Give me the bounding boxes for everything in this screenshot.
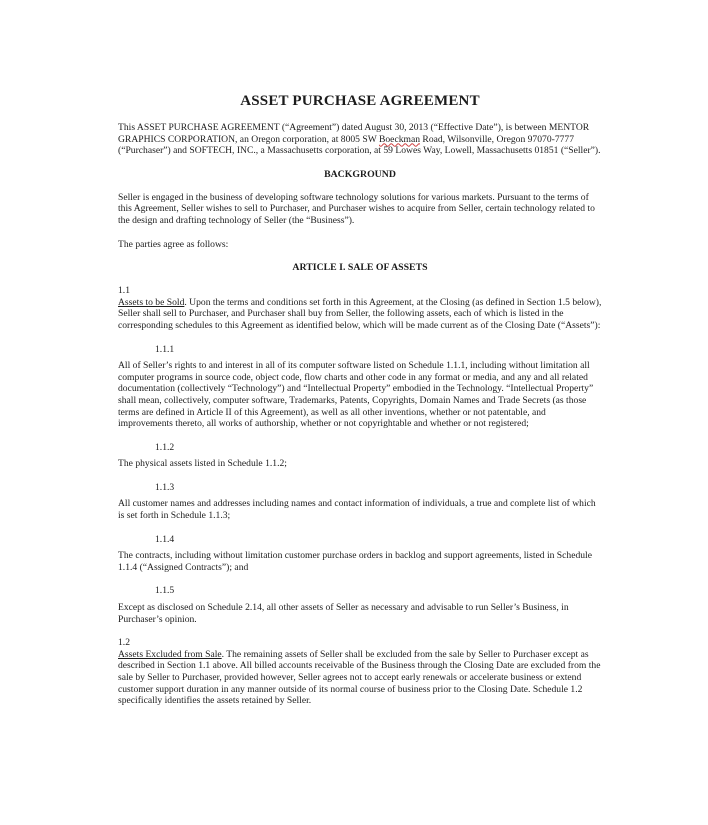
subclause-text: The contracts, including without limitation customer purchase orders in backlog and support agreements, listed in Schedule 1.1.4 (“Assigned Contracts”); and bbox=[118, 550, 592, 573]
subclause-number: 1.1.3 bbox=[155, 481, 175, 493]
clause-1-1-5 bbox=[118, 585, 602, 625]
clause-text bbox=[118, 297, 602, 332]
clause-number: 1.1 bbox=[118, 285, 130, 297]
clause-body: . Upon the terms and conditions set forth in this Agreement, at the Closing (as defined in Section 1.5 below), Seller shall sell to Purchaser, and Purchaser shall buy from Seller, the following assets, each of which is listed in the corresponding schedules to this Agreement as identified below, which will be made current as of the Closing Date (“Assets”): bbox=[118, 296, 602, 331]
clause-number: 1.2 bbox=[118, 637, 130, 649]
document-title: ASSET PURCHASE AGREEMENT bbox=[240, 93, 480, 109]
subclause-number: 1.1.2 bbox=[155, 441, 175, 453]
clause-title: Assets Excluded from Sale bbox=[118, 648, 222, 660]
clause-text bbox=[118, 649, 602, 707]
subclause-number: 1.1.5 bbox=[155, 585, 175, 597]
clause-1-1-4 bbox=[118, 534, 602, 574]
article-heading: ARTICLE I. SALE OF ASSETS bbox=[292, 262, 428, 274]
subclause-number: 1.1.4 bbox=[155, 533, 175, 545]
misspelled-word: Boeckman bbox=[378, 133, 421, 145]
background-paragraph: Seller is engaged in the business of developing software technology solutions for various markets. Pursuant to the terms of this Agreement, Seller wishes to sell to Purchaser, and Purchaser wishes to acquire from Seller, certain technology related to the design and drafting technology of Seller (the “Business”). bbox=[118, 191, 595, 226]
subclause-text: All of Seller’s rights to and interest in all of its computer software listed on Schedule 1.1.1, including without limitation all computer programs in source code, object code, flow charts and other code in any format or media, and any and all related documentation (collectively “Technology”) and “Intellectual Property” embodied in the Technology. “Intellectual Property” shall mean, collectively, computer software, Trademarks, Patents, Copyrights, Domain Names and Trade Secrets (as those terms are defined in Article II of this Agreement), as well as all other inventions, whether or not patentable, and improvements thereto, all works of authorship, whether or not copyrightable and whether or not registered; bbox=[118, 360, 594, 430]
intro-text-part2: Road, Wilsonville, Oregon 97070-7777 (“Purchaser”) and SOFTECH, INC., a Massachusetts corporation, at 59 Lowes Way, Lowell, Massachusetts 01851 (“Seller”). bbox=[118, 133, 601, 157]
subclause-number: 1.1.1 bbox=[155, 343, 175, 355]
intro-paragraph bbox=[118, 122, 602, 157]
parties-paragraph: The parties agree as follows: bbox=[118, 238, 229, 250]
clause-1-1-3 bbox=[118, 482, 602, 522]
document-body bbox=[118, 92, 602, 719]
clause-1-1-2 bbox=[118, 442, 602, 470]
clause-1-2 bbox=[118, 637, 602, 707]
clause-body: . The remaining assets of Seller shall be excluded from the sale by Seller to Purchaser except as described in Section 1.1 above. All billed accounts receivable of the Business through the Closing Date are excluded from the sale by Seller to Purchaser, provided however, Seller agrees not to accept early renewals or accelerate business or extend customer support duration in any manner outside of its normal course of business prior to the Closing Date. Schedule 1.2 specifically identifies the assets retained by Seller. bbox=[118, 648, 601, 707]
clause-title: Assets to be Sold bbox=[118, 296, 185, 308]
intro-text-part1: This ASSET PURCHASE AGREEMENT (“Agreement”) dated August 30, 2013 (“Effective Date”), is between MENTOR GRAPHICS CORPORATION, an Oregon corporation, at 8005 SW bbox=[118, 122, 590, 145]
subclause-text: All customer names and addresses including names and contact information of individuals, a true and complete list of which is set forth in Schedule 1.1.3; bbox=[118, 498, 596, 522]
background-heading: BACKGROUND bbox=[324, 168, 396, 180]
clause-1-1 bbox=[118, 285, 602, 331]
subclause-text: Except as disclosed on Schedule 2.14, all other assets of Seller as necessary and advisable to run Seller’s Business, in Purchaser’s opinion. bbox=[118, 602, 569, 625]
clause-1-1-1 bbox=[118, 344, 602, 430]
subclause-text: The physical assets listed in Schedule 1.1.2; bbox=[118, 458, 287, 470]
